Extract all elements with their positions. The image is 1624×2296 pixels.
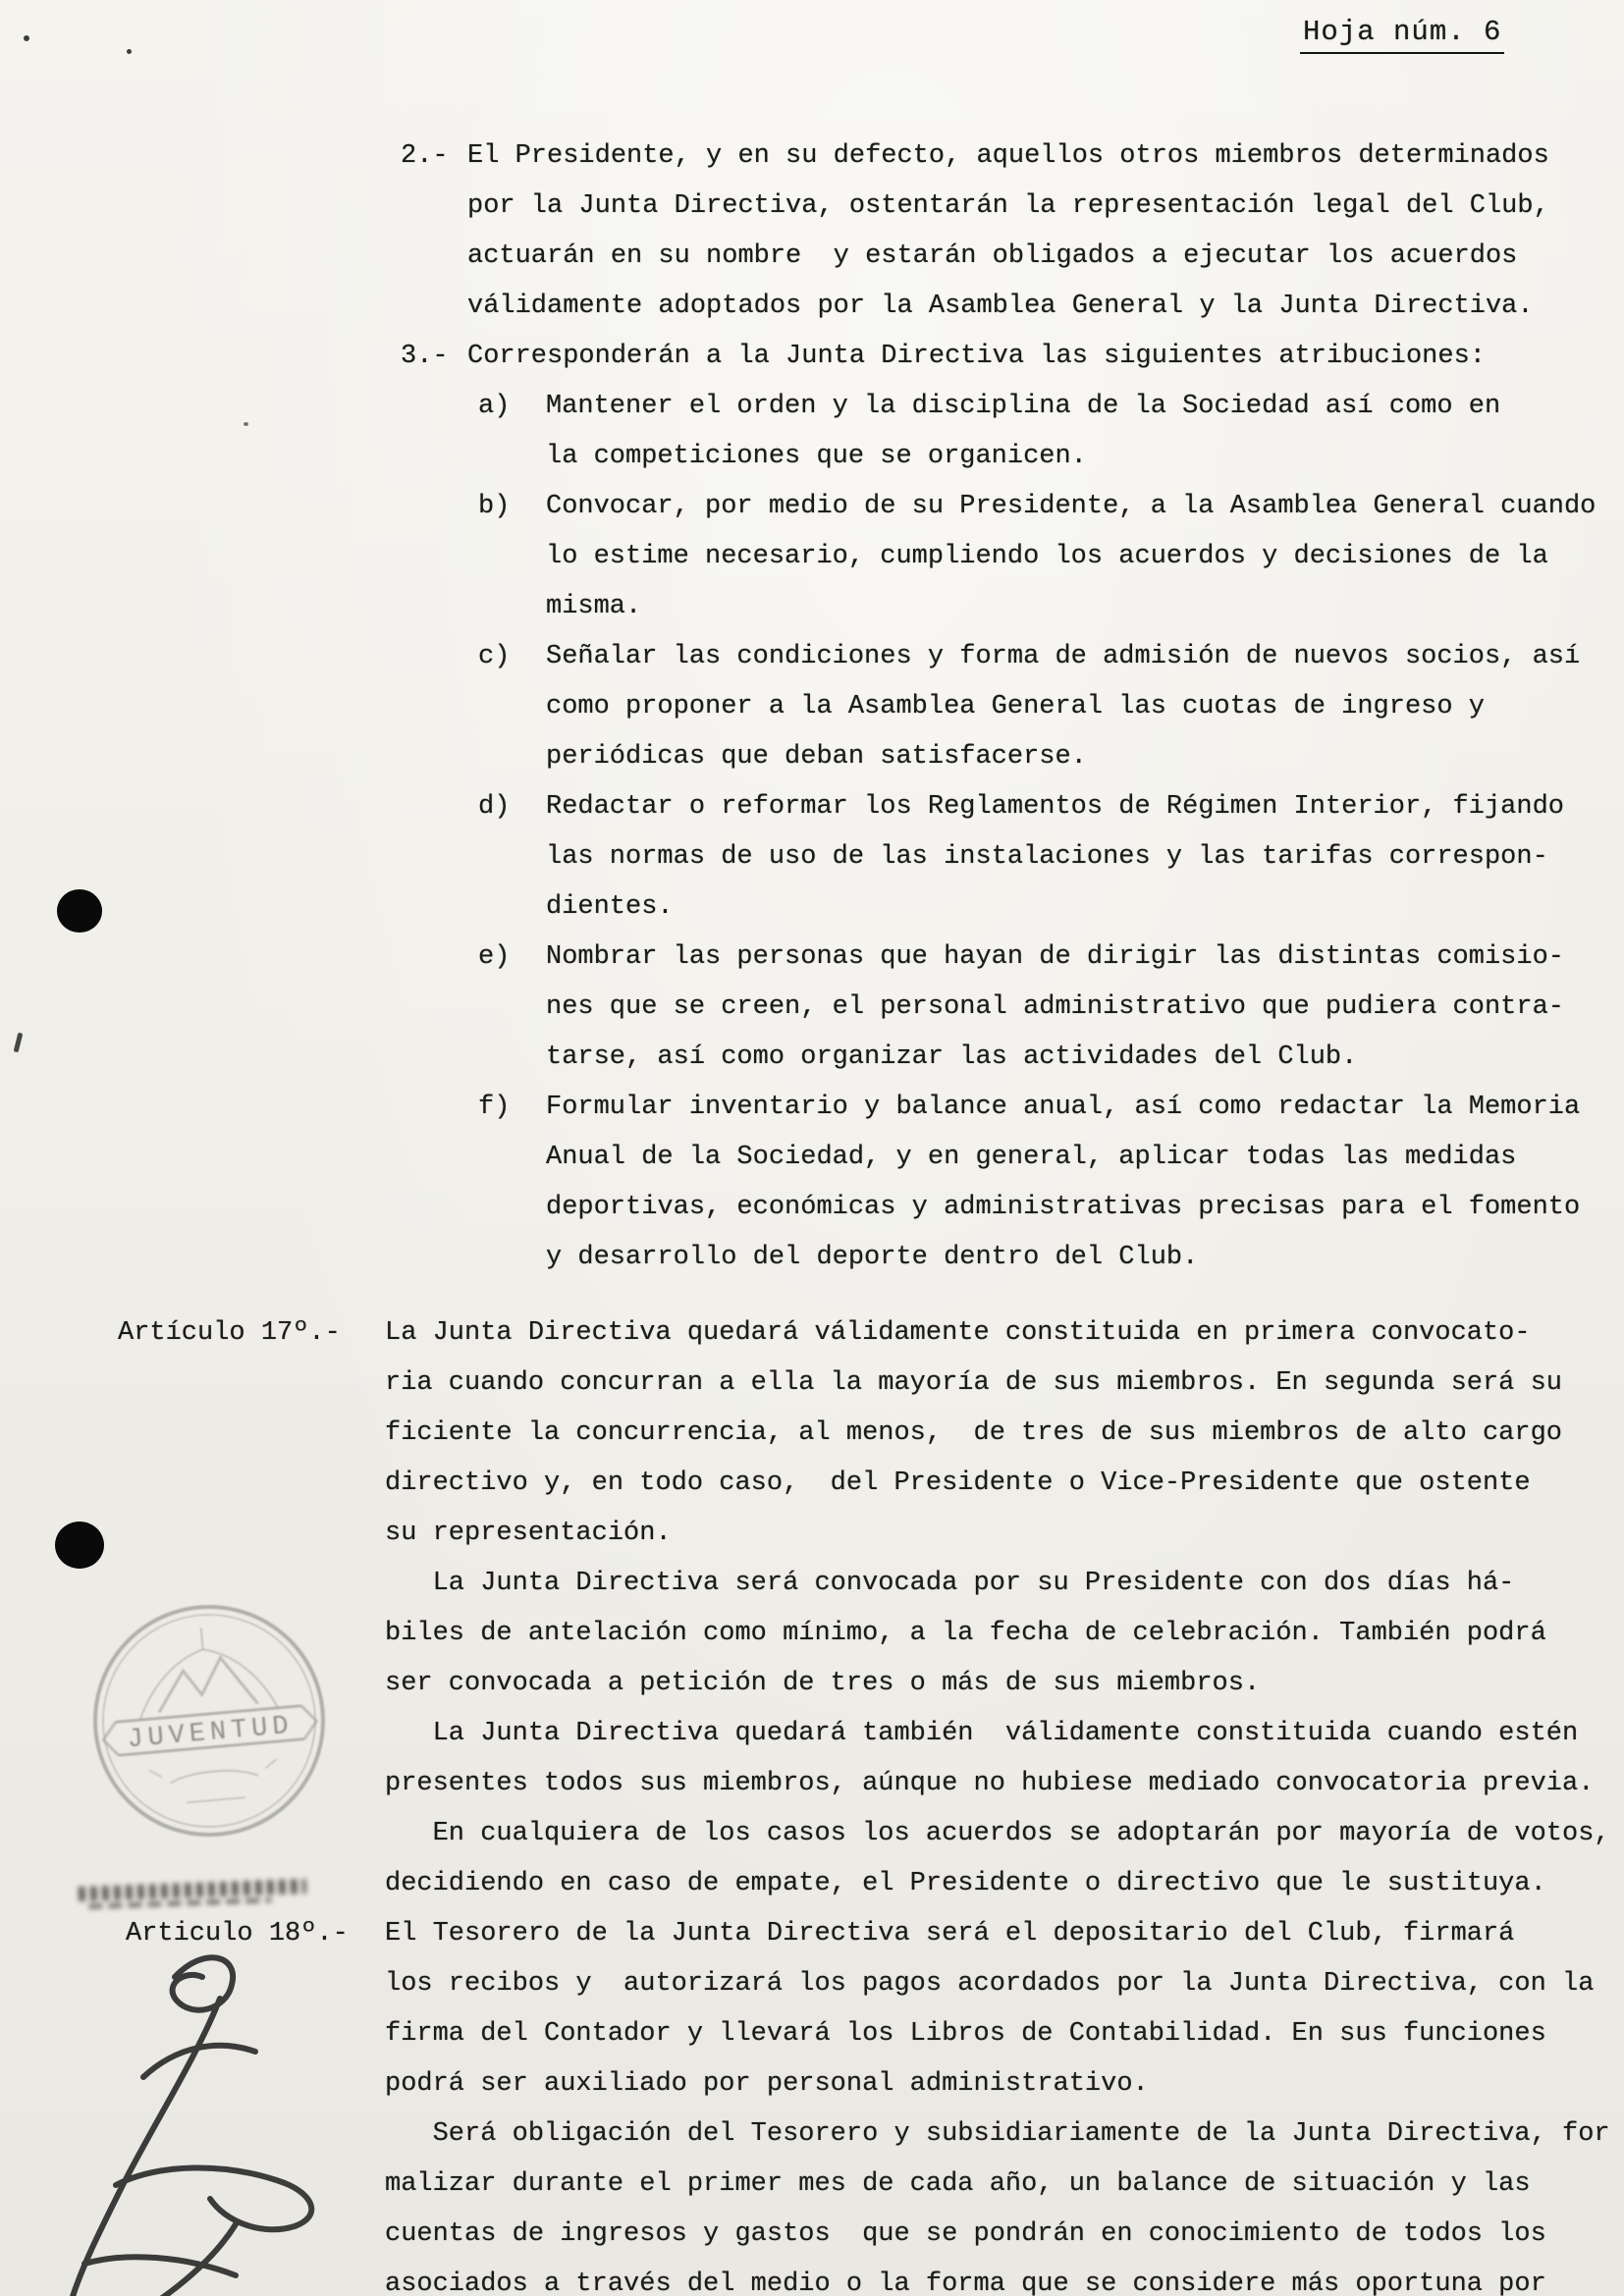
text-line: por la Junta Directiva, ostentarán la representación legal del Club, (467, 191, 1549, 221)
club-stamp-icon (77, 1588, 343, 1854)
text-line: los recibos y autorizará los pagos acordados por la Junta Directiva, con la (385, 1969, 1595, 1999)
sub-b-label: b) (478, 492, 511, 521)
text-line: El Presidente, y en su defecto, aquellos otros miembros determinados (467, 141, 1549, 171)
text-line: asociados a través del medio o la forma que se considere más oportuna por (385, 2269, 1546, 2296)
sub-d (0, 782, 1624, 933)
text-line: ficiente la concurrencia, al menos, de tres de sus miembros de alto cargo (385, 1418, 1562, 1448)
sub-b-text (546, 482, 1624, 632)
sub-c-label: c) (478, 642, 511, 671)
club-stamp (77, 1588, 343, 1854)
sub-a-text (546, 382, 1624, 482)
item-3-label: 3.- (401, 342, 449, 371)
item-2-label: 2.- (401, 141, 449, 171)
text-line: nes que se creen, el personal administrativo que pudiera contra- (546, 992, 1564, 1022)
text-line: La Junta Directiva quedará también válidamente constituida cuando estén (385, 1719, 1579, 1748)
stamp-band-text: JUVENTUD (126, 1711, 295, 1756)
text-line: Señalar las condiciones y forma de admisión de nuevos socios, así (546, 642, 1581, 671)
text-line: Convocar, por medio de su Presidente, a la Asamblea General cuando (546, 492, 1597, 521)
text-line: Nombrar las personas que hayan de dirigir las distintas comisio- (546, 942, 1564, 972)
sub-e-text (546, 933, 1624, 1083)
sub-d-text (546, 782, 1624, 933)
hole-punch-mark (57, 889, 102, 933)
sub-b (0, 482, 1624, 632)
text-line: periódicas que deban satisfacerse. (546, 742, 1087, 772)
article-17-text (385, 1308, 1624, 1909)
sub-e-label: e) (478, 942, 511, 972)
ink-speck (24, 35, 29, 41)
sub-a (0, 382, 1624, 482)
article-17-label: Artículo 17º.- (118, 1318, 341, 1348)
text-line: presentes todos sus miembros, aúnque no hubiese mediado convocatoria previa. (385, 1769, 1595, 1798)
sub-f (0, 1083, 1624, 1283)
text-line: Anual de la Sociedad, y en general, aplicar todas las medidas (546, 1143, 1517, 1172)
text-line: El Tesorero de la Junta Directiva será el depositario del Club, firmará (385, 1919, 1515, 1949)
item-2-text (467, 132, 1624, 332)
text-line: las normas de uso de las instalaciones y las tarifas correspon- (546, 842, 1548, 872)
ink-speck (127, 49, 132, 54)
signature-icon (27, 1932, 361, 2296)
text-line: como proponer a la Asamblea General las cuotas de ingreso y (546, 692, 1485, 721)
sub-c (0, 632, 1624, 782)
hole-punch-mark (55, 1522, 104, 1569)
sub-f-text (546, 1083, 1624, 1283)
text-line: Mantener el orden y la disciplina de la Sociedad así como en (546, 392, 1501, 421)
text-line: Corresponderán a la Junta Directiva las siguientes atribuciones: (467, 342, 1486, 371)
sub-e (0, 933, 1624, 1083)
text-line: y desarrollo del deporte dentro del Club. (546, 1243, 1199, 1272)
article-18-label: Articulo 18º.- (126, 1919, 349, 1949)
item-3 (0, 332, 1624, 382)
text-line: Formular inventario y balance anual, así como redactar la Memoria (546, 1093, 1581, 1122)
text-line: En cualquiera de los casos los acuerdos se adoptarán por mayoría de votos, (385, 1819, 1610, 1848)
text-line: misma. (546, 592, 642, 621)
sub-a-label: a) (478, 392, 511, 421)
text-line: cuentas de ingresos y gastos que se pondrán en conocimiento de todos los (385, 2219, 1546, 2249)
item-3-text (467, 332, 1624, 382)
text-line: biles de antelación como mínimo, a la fecha de celebración. También podrá (385, 1619, 1546, 1648)
text-line: directivo y, en todo caso, del Presidente o Vice-Presidente que ostente (385, 1468, 1531, 1498)
text-line: La Junta Directiva quedará válidamente constituida en primera convocato- (385, 1318, 1531, 1348)
sub-f-label: f) (478, 1093, 511, 1122)
text-line: podrá ser auxiliado por personal administrativo. (385, 2069, 1149, 2099)
text-line: actuarán en su nombre y estarán obligados a ejecutar los acuerdos (467, 241, 1518, 271)
text-line: ser convocada a petición de tres o más de sus miembros. (385, 1669, 1261, 1698)
item-2 (0, 132, 1624, 332)
text-line: dientes. (546, 892, 674, 922)
text-line: deportivas, económicas y administrativas precisas para el fomento (546, 1193, 1581, 1222)
text-line: decidiendo en caso de empate, el Presidente o directivo que le sustituya. (385, 1869, 1546, 1898)
text-line: Redactar o reformar los Reglamentos de Régimen Interior, fijando (546, 792, 1564, 822)
text-line: La Junta Directiva será convocada por su Presidente con dos días há- (385, 1569, 1515, 1598)
signature (27, 1932, 361, 2296)
text-line: Será obligación del Tesorero y subsidiariamente de la Junta Directiva, for (385, 2119, 1610, 2149)
text-line: válidamente adoptados por la Asamblea General y la Junta Directiva. (467, 292, 1534, 321)
page-number: Hoja núm. 6 (1300, 16, 1504, 54)
text-line: la competiciones que se organicen. (546, 442, 1087, 471)
text-line: ria cuando concurran a ella la mayoría de sus miembros. En segunda será su (385, 1368, 1562, 1398)
text-line: lo estime necesario, cumpliendo los acuerdos y decisiones de la (546, 542, 1548, 571)
ink-speck (244, 422, 248, 426)
sub-c-text (546, 632, 1624, 782)
text-line: tarse, así como organizar las actividades del Club. (546, 1042, 1358, 1072)
article-18-text (385, 1909, 1624, 2296)
sub-d-label: d) (478, 792, 511, 822)
text-line: malizar durante el primer mes de cada año, un balance de situación y las (385, 2169, 1531, 2199)
text-line: firma del Contador y llevará los Libros de Contabilidad. En sus funciones (385, 2019, 1546, 2049)
text-line: su representación. (385, 1519, 672, 1548)
